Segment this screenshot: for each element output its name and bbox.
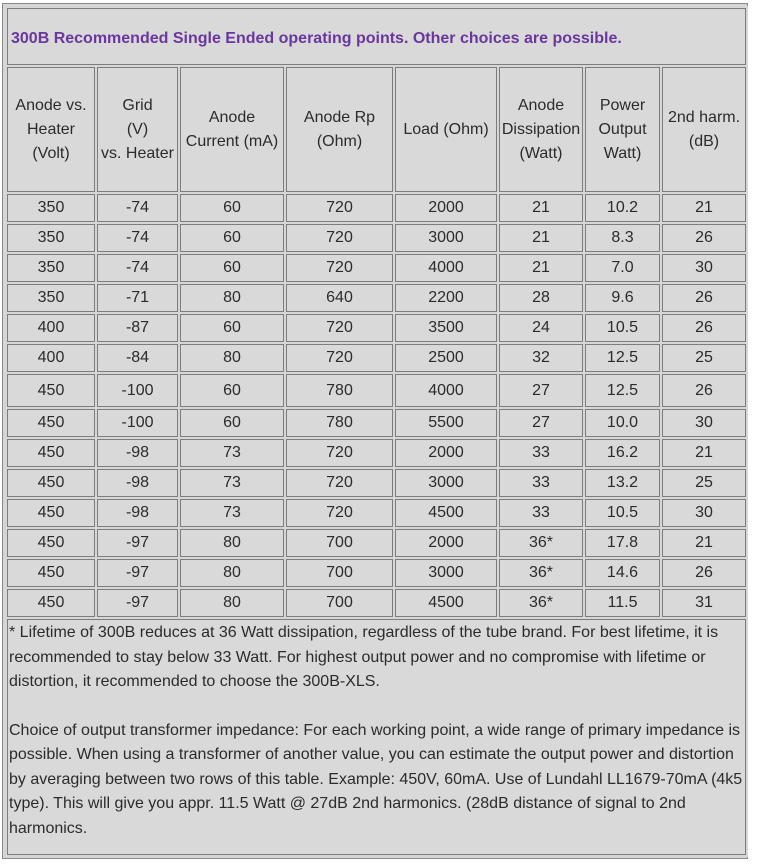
table-cell: 780 (286, 409, 393, 437)
column-header-line: Current (mA) (185, 132, 279, 150)
table-cell: 33 (499, 499, 583, 527)
column-header-line: Load (Ohm) (403, 120, 489, 138)
table-cell: 28 (499, 284, 583, 312)
table-cell: 60 (180, 224, 284, 252)
table-row (7, 439, 746, 467)
table-cell: 80 (180, 529, 284, 557)
table-cell: 14.6 (585, 559, 660, 587)
table-cell: 80 (180, 559, 284, 587)
table-title: 300B Recommended Single Ended operating points. Other choices are possible. (7, 8, 746, 65)
table-cell: 450 (7, 529, 95, 557)
table-row (7, 589, 746, 617)
table-cell: -74 (97, 224, 178, 252)
table-cell: 21 (499, 194, 583, 222)
column-header (97, 67, 178, 192)
lifetime-note: * Lifetime of 300B reduces at 36 Watt dissipation, regardless of the tube brand. For best lifetime, it is recommended to stay below 33 Watt. For highest output power and no compromise with lifetime or distortion, it recommended to choose the 300B-XLS. (9, 624, 719, 690)
table-cell: -74 (97, 254, 178, 282)
table-row (7, 224, 746, 252)
table-cell: 10.0 (585, 409, 660, 437)
table-cell: 12.5 (585, 344, 660, 372)
table-cell: 5500 (395, 409, 497, 437)
table-cell: 2000 (395, 194, 497, 222)
table-cell: 350 (7, 224, 95, 252)
table-cell: 26 (662, 559, 746, 587)
column-header-line: Watt) (603, 144, 642, 162)
table-cell: 33 (499, 469, 583, 497)
table-cell: 73 (180, 499, 284, 527)
table-cell: 16.2 (585, 439, 660, 467)
table-cell: 25 (662, 344, 746, 372)
table-row (7, 194, 746, 222)
table-cell: 9.6 (585, 284, 660, 312)
table-cell: 33 (499, 439, 583, 467)
table-cell: 700 (286, 559, 393, 587)
table-cell: 10.2 (585, 194, 660, 222)
table-cell: -98 (97, 469, 178, 497)
table-cell: -84 (97, 344, 178, 372)
table-cell: 30 (662, 254, 746, 282)
table-cell: 32 (499, 344, 583, 372)
column-header-line: Power (599, 96, 646, 114)
table-cell: 60 (180, 194, 284, 222)
table-row (7, 284, 746, 312)
table-cell: 720 (286, 224, 393, 252)
notes-cell (7, 619, 746, 855)
table-cell: 21 (662, 529, 746, 557)
table-cell: 2000 (395, 529, 497, 557)
table-cell: 720 (286, 314, 393, 342)
table-cell: -97 (97, 559, 178, 587)
table-cell: 350 (7, 194, 95, 222)
column-header-line: (Volt) (32, 144, 70, 162)
table-cell: 8.3 (585, 224, 660, 252)
table-cell: 36* (499, 589, 583, 617)
table-cell: 450 (7, 374, 95, 407)
column-header (180, 67, 284, 192)
table-cell: 720 (286, 499, 393, 527)
table-cell: 26 (662, 374, 746, 407)
table-cell: 60 (180, 314, 284, 342)
table-row (7, 409, 746, 437)
notes-row (7, 619, 746, 855)
column-header (662, 67, 746, 192)
table-cell: 3000 (395, 469, 497, 497)
table-cell: 13.2 (585, 469, 660, 497)
table-cell: 4500 (395, 589, 497, 617)
table-cell: 700 (286, 589, 393, 617)
table-cell: 400 (7, 344, 95, 372)
column-header-line: (V) (126, 120, 149, 138)
column-header (395, 67, 497, 192)
table-cell: 780 (286, 374, 393, 407)
table-cell: 11.5 (585, 589, 660, 617)
table-cell: 450 (7, 469, 95, 497)
table-cell: 21 (499, 254, 583, 282)
table-cell: -97 (97, 589, 178, 617)
table-cell: 4000 (395, 254, 497, 282)
table-cell: 31 (662, 589, 746, 617)
table-cell: 60 (180, 409, 284, 437)
table-row (7, 314, 746, 342)
table-frame (2, 3, 748, 859)
column-header-line: Output (598, 120, 647, 138)
operating-points-table (5, 6, 748, 857)
table-cell: 640 (286, 284, 393, 312)
table-cell: 10.5 (585, 314, 660, 342)
column-header (499, 67, 583, 192)
column-header-line: 2nd harm. (668, 108, 741, 126)
table-cell: 25 (662, 469, 746, 497)
table-cell: -100 (97, 409, 178, 437)
table-cell: 450 (7, 559, 95, 587)
table-cell: 36* (499, 559, 583, 587)
table-cell: -98 (97, 439, 178, 467)
table-cell: 2000 (395, 439, 497, 467)
table-cell: 21 (662, 439, 746, 467)
table-cell: 27 (499, 374, 583, 407)
table-cell: 350 (7, 284, 95, 312)
table-cell: 350 (7, 254, 95, 282)
table-cell: 4500 (395, 499, 497, 527)
column-header (7, 67, 95, 192)
column-header-line: Dissipation (501, 120, 581, 138)
table-cell: 24 (499, 314, 583, 342)
header-row (7, 67, 746, 192)
table-cell: 26 (662, 224, 746, 252)
table-cell: 2500 (395, 344, 497, 372)
table-cell: 10.5 (585, 499, 660, 527)
transformer-note: Choice of output transformer impedance: For each working point, a wide range of primary impedance is possible. When using a transformer of another value, you can estimate the output power and distortion by averaging between two rows of this table. Example: 450V, 60mA. Use of Lundahl LL1679-70mA (4k5 type). This will give you appr. 11.5 Watt @ 27dB 2nd harmonics. (28dB distance of signal to 2nd harmonics. (9, 721, 743, 837)
table-cell: -71 (97, 284, 178, 312)
table-cell: 7.0 (585, 254, 660, 282)
column-header-line: Heater (26, 120, 76, 138)
table-cell: -87 (97, 314, 178, 342)
table-cell: 60 (180, 254, 284, 282)
column-header-line: Anode (517, 96, 565, 114)
column-header-line: (Watt) (519, 144, 563, 162)
column-header (585, 67, 660, 192)
table-cell: 80 (180, 284, 284, 312)
column-header-line: Grid (122, 96, 153, 114)
table-cell: 21 (662, 194, 746, 222)
table-row (7, 529, 746, 557)
table-cell: 60 (180, 374, 284, 407)
table-cell: 450 (7, 439, 95, 467)
table-cell: 400 (7, 314, 95, 342)
table-row (7, 559, 746, 587)
table-cell: 700 (286, 529, 393, 557)
table-cell: 26 (662, 284, 746, 312)
table-cell: 73 (180, 469, 284, 497)
table-cell: 21 (499, 224, 583, 252)
column-header-line: (dB) (688, 132, 720, 150)
table-cell: 12.5 (585, 374, 660, 407)
table-row (7, 254, 746, 282)
table-cell: 4000 (395, 374, 497, 407)
table-cell: 36* (499, 529, 583, 557)
table-row (7, 374, 746, 407)
column-header-line: vs. Heater (101, 144, 174, 162)
table-cell: -98 (97, 499, 178, 527)
column-header-line: Anode vs. (15, 96, 87, 114)
column-header-line: (Ohm) (316, 132, 363, 150)
table-cell: 720 (286, 254, 393, 282)
table-cell: -100 (97, 374, 178, 407)
table-cell: 30 (662, 499, 746, 527)
table-cell: -74 (97, 194, 178, 222)
table-cell: 720 (286, 194, 393, 222)
table-cell: 3000 (395, 224, 497, 252)
table-cell: 720 (286, 344, 393, 372)
table-cell: 73 (180, 439, 284, 467)
table-cell: 26 (662, 314, 746, 342)
column-header (286, 67, 393, 192)
table-cell: 2200 (395, 284, 497, 312)
table-cell: 3000 (395, 559, 497, 587)
table-cell: 27 (499, 409, 583, 437)
table-row (7, 469, 746, 497)
table-row (7, 344, 746, 372)
column-header-line: Anode (208, 108, 256, 126)
table-cell: 450 (7, 409, 95, 437)
table-cell: 720 (286, 439, 393, 467)
table-cell: 80 (180, 589, 284, 617)
table-cell: 3500 (395, 314, 497, 342)
table-row (7, 499, 746, 527)
table-cell: 30 (662, 409, 746, 437)
table-cell: 720 (286, 469, 393, 497)
table-cell: -97 (97, 529, 178, 557)
table-cell: 450 (7, 589, 95, 617)
column-header-line: Anode Rp (303, 108, 376, 126)
table-cell: 17.8 (585, 529, 660, 557)
table-cell: 450 (7, 499, 95, 527)
table-cell: 80 (180, 344, 284, 372)
